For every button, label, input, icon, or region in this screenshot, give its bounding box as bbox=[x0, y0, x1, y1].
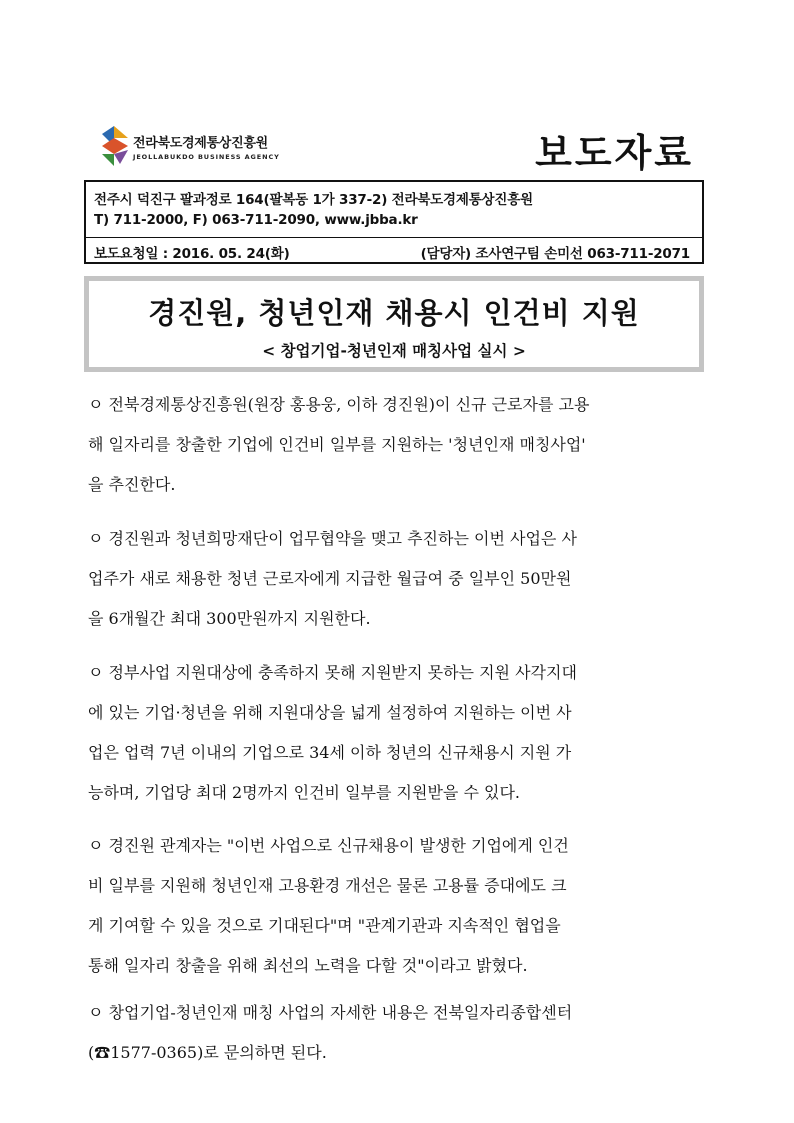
paragraph-line: 에 있는 기업·청년을 위해 지원대상을 넓게 설정하여 지원하는 이번 사 bbox=[88, 703, 572, 722]
paragraph-line: 비 일부를 지원해 청년인재 고용환경 개선은 물론 고용률 증대에도 크 bbox=[88, 876, 567, 895]
org-emblem-icon bbox=[100, 124, 130, 168]
paragraph-1 bbox=[88, 385, 706, 505]
paragraph-4 bbox=[88, 826, 706, 986]
contact-divider bbox=[86, 237, 702, 238]
paragraph-line: ㅇ 전북경제통상진흥원(원장 홍용웅, 이하 경진원)이 신규 근로자를 고용 bbox=[88, 395, 590, 414]
paragraph-line: 통해 일자리 창출을 위해 최선의 노력을 다할 것"이라고 밝혔다. bbox=[88, 956, 528, 975]
paragraph-line: (☎1577-0365)로 문의하면 된다. bbox=[88, 1043, 327, 1062]
org-logo bbox=[100, 124, 300, 172]
paragraph-line: ㅇ 정부사업 지원대상에 충족하지 못해 지원받지 못하는 지원 사각지대 bbox=[88, 663, 577, 682]
paragraph-line: 해 일자리를 창출한 기업에 인건비 일부를 지원하는 '청년인재 매칭사업' bbox=[88, 435, 586, 454]
headline: 경진원, 청년인재 채용시 인건비 지원 bbox=[148, 296, 640, 330]
paragraph-line: ㅇ 경진원과 청년희망재단이 업무협약을 맺고 추진하는 이번 사업은 사 bbox=[88, 529, 577, 548]
org-name-en: JEOLLABUKDO BUSINESS AGENCY bbox=[133, 153, 280, 161]
paragraph-line: 을 6개월간 최대 300만원까지 지원한다. bbox=[88, 609, 371, 628]
paragraph-line: 게 기여할 수 있을 것으로 기대된다"며 "관계기관과 지속적인 협업을 bbox=[88, 916, 561, 935]
paragraph-line: 을 추진한다. bbox=[88, 475, 176, 494]
phone-fax-web-line: T) 711-2000, F) 063-711-2090, www.jbba.kr bbox=[94, 212, 418, 228]
contact-info-box bbox=[84, 180, 704, 264]
paragraph-line: ㅇ 경진원 관계자는 "이번 사업으로 신규채용이 발생한 기업에게 인건 bbox=[88, 836, 569, 855]
paragraph-5 bbox=[88, 993, 706, 1073]
org-name-kr: 전라북도경제통상진흥원 bbox=[133, 136, 268, 151]
contact-person: (담당자) 조사연구팀 손미선 063-711-2071 bbox=[420, 246, 690, 262]
headline-box bbox=[84, 276, 704, 372]
paragraph-line: ㅇ 창업기업-청년인재 매칭 사업의 자세한 내용은 전북일자리종합센터 bbox=[88, 1003, 573, 1022]
paragraph-2 bbox=[88, 519, 706, 639]
paragraph-line: 업주가 새로 채용한 청년 근로자에게 지급한 월급여 중 일부인 50만원 bbox=[88, 569, 572, 588]
document-type-title: 보도자료 bbox=[535, 131, 694, 175]
paragraph-3 bbox=[88, 653, 706, 813]
subtitle: < 창업기업-청년인재 매칭사업 실시 > bbox=[262, 342, 526, 360]
paragraph-line: 업은 업력 7년 이내의 기업으로 34세 이하 청년의 신규채용시 지원 가 bbox=[88, 743, 572, 762]
address-line: 전주시 덕진구 팔과정로 164(팔복동 1가 337-2) 전라북도경제통상진흥원 bbox=[94, 192, 533, 208]
release-date: 보도요청일 : 2016. 05. 24(화) bbox=[94, 246, 290, 262]
paragraph-line: 능하며, 기업당 최대 2명까지 인건비 일부를 지원받을 수 있다. bbox=[88, 783, 520, 802]
